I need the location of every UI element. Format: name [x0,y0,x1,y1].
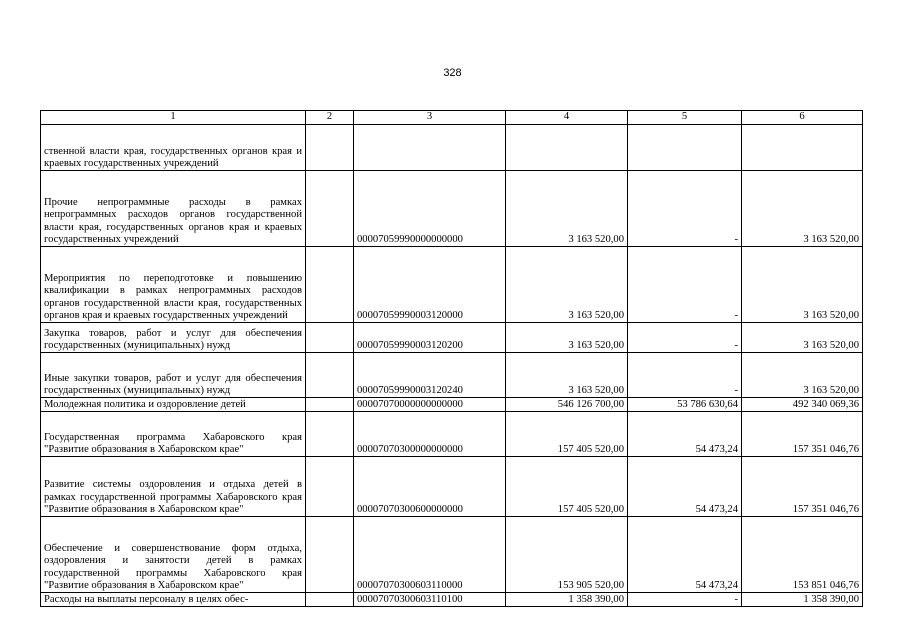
table-row [41,457,863,517]
row-col4: 157 405 520,00 [506,457,628,517]
row-col2 [306,125,354,171]
row-col5: 54 473,24 [628,517,742,593]
row-col5: - [628,593,742,607]
table-row [41,517,863,593]
row-col6: 157 351 046,76 [742,457,863,517]
column-header: 5 [628,111,742,125]
row-col6: 3 163 520,00 [742,323,863,353]
table-row [41,171,863,247]
row-col6: 157 351 046,76 [742,412,863,457]
row-col6: 3 163 520,00 [742,171,863,247]
row-code: 00007059990003120200 [354,323,506,353]
row-code [354,125,506,171]
row-col4: 3 163 520,00 [506,247,628,323]
column-header: 6 [742,111,863,125]
row-col2 [306,517,354,593]
row-col2 [306,457,354,517]
row-col4 [506,125,628,171]
row-code: 00007070300603110100 [354,593,506,607]
row-col6: 1 358 390,00 [742,593,863,607]
row-col5: - [628,171,742,247]
row-col4: 546 126 700,00 [506,398,628,412]
column-header: 2 [306,111,354,125]
column-header: 1 [41,111,306,125]
row-name: Обеспечение и совершенствование форм отдыха, оздоровления и занятости детей в рамках государственной программы Хабаровского края "Развитие образования в Хабаровском крае" [41,517,306,593]
row-name: Расходы на выплаты персоналу в целях обес- [41,593,306,607]
table-row [41,593,863,607]
row-name: Государственная программа Хабаровского края "Развитие образования в Хабаровском крае" [41,412,306,457]
row-name: Мероприятия по переподготовке и повышению квалификации в рамках непрограммных расходов органов государственной власти края, государственных органов края и краевых государственных учреждений [41,247,306,323]
row-col2 [306,171,354,247]
budget-table [40,110,863,607]
row-col2 [306,412,354,457]
row-col4: 1 358 390,00 [506,593,628,607]
row-code: 00007070300603110000 [354,517,506,593]
row-name: ственной власти края, государственных органов края и краевых государственных учреждений [41,125,306,171]
row-name: Закупка товаров, работ и услуг для обеспечения государственных (муниципальных) нужд [41,323,306,353]
row-col4: 3 163 520,00 [506,171,628,247]
page-number: 328 [443,67,462,79]
row-col5 [628,125,742,171]
row-col2 [306,593,354,607]
table-row [41,323,863,353]
row-col5: 53 786 630,64 [628,398,742,412]
table-row [41,247,863,323]
row-code: 00007070300000000000 [354,412,506,457]
row-col2 [306,353,354,398]
row-col5: - [628,353,742,398]
table-row [41,412,863,457]
row-col6 [742,125,863,171]
row-col6: 3 163 520,00 [742,353,863,398]
row-code: 00007070300600000000 [354,457,506,517]
row-col2 [306,398,354,412]
row-col5: - [628,323,742,353]
row-code: 00007059990003120240 [354,353,506,398]
row-col6: 492 340 069,36 [742,398,863,412]
row-name: Прочие непрограммные расходы в рамках непрограммных расходов органов государственной власти края, государственных органов края и краевых государственных учреждений [41,171,306,247]
table-row [41,353,863,398]
row-col4: 157 405 520,00 [506,412,628,457]
row-col5: - [628,247,742,323]
table-row [41,125,863,171]
row-name: Иные закупки товаров, работ и услуг для обеспечения государственных (муниципальных) нужд [41,353,306,398]
row-name: Молодежная политика и оздоровление детей [41,398,306,412]
row-col5: 54 473,24 [628,412,742,457]
row-col4: 153 905 520,00 [506,517,628,593]
row-col6: 3 163 520,00 [742,247,863,323]
row-code: 00007059990000000000 [354,171,506,247]
row-col5: 54 473,24 [628,457,742,517]
table-header-row [41,111,863,125]
row-col2 [306,323,354,353]
table-row [41,398,863,412]
column-header: 4 [506,111,628,125]
row-name: Развитие системы оздоровления и отдыха детей в рамках государственной программы Хабаровского края "Развитие образования в Хабаровском крае" [41,457,306,517]
row-code: 00007070000000000000 [354,398,506,412]
row-col2 [306,247,354,323]
row-col4: 3 163 520,00 [506,323,628,353]
row-code: 00007059990003120000 [354,247,506,323]
row-col4: 3 163 520,00 [506,353,628,398]
row-col6: 153 851 046,76 [742,517,863,593]
column-header: 3 [354,111,506,125]
